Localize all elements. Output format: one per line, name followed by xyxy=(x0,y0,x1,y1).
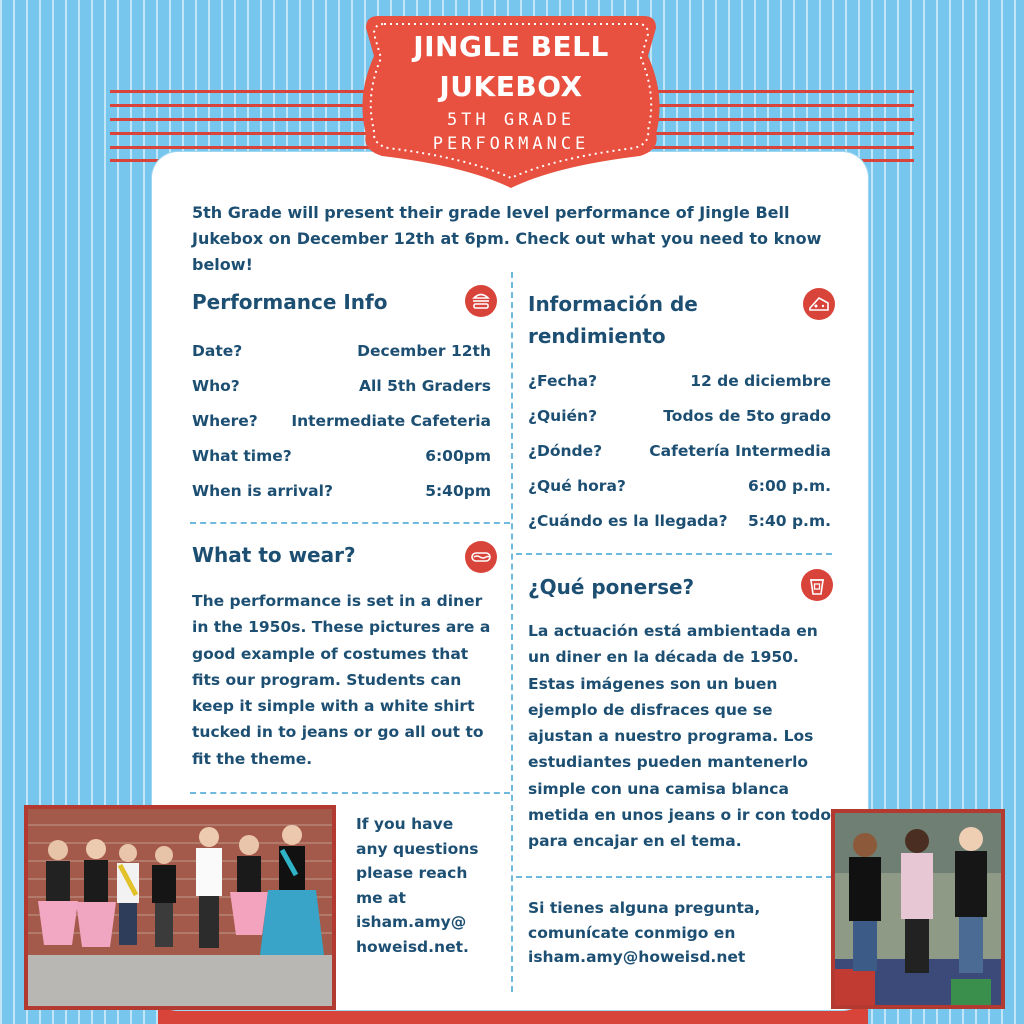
performance-info-row-label: Who? xyxy=(192,377,240,395)
ponerse-line: estudiantes pueden mantenerlo xyxy=(528,753,809,772)
informacion-row-value: Todos de 5to grado xyxy=(663,407,831,425)
ponerse-line: simple con una camisa blanca xyxy=(528,779,789,798)
wear-line: fits our program. Students can xyxy=(192,670,462,689)
ponerse-line: La actuación está ambientada en xyxy=(528,622,818,640)
contact-en-email-line-2: howeisd.net. xyxy=(356,937,469,956)
contact-es-line: comunícate conmigo en xyxy=(528,923,736,942)
contact-en-line: please reach xyxy=(356,864,468,882)
contact-en xyxy=(356,812,479,959)
title-line-1: JINGLE BELL xyxy=(413,30,609,63)
informacion-row-value: 5:40 p.m. xyxy=(748,512,831,530)
wear-line: tucked in to jeans or go all out to xyxy=(192,723,484,742)
subtitle-line-1: 5TH GRADE xyxy=(446,110,576,130)
performance-info-row-value: December 12th xyxy=(357,342,491,360)
ponerse-line: ajustan a nuestro programa. Los xyxy=(528,727,814,746)
what-to-wear-body xyxy=(192,588,502,772)
informacion-row-label: ¿Qué hora? xyxy=(528,477,626,495)
contact-es xyxy=(528,896,760,970)
performance-info-row-value: 5:40pm xyxy=(425,482,491,500)
performance-info-row-value: All 5th Graders xyxy=(359,377,491,395)
intro-paragraph: 5th Grade will present their grade level performance of Jingle Bell Jukebox on December 12th at 6pm. Check out what you need to know below! xyxy=(192,203,822,274)
wear-line: fit the theme. xyxy=(192,749,313,768)
performance-info-row-label: What time? xyxy=(192,447,292,465)
informacion-row-label: ¿Cuándo es la llegada? xyxy=(528,512,728,530)
contact-en-line: me at xyxy=(356,888,406,907)
title-badge xyxy=(356,16,666,186)
ponerse-line: un diner en la década de 1950. xyxy=(528,648,799,667)
title-line-2: JUKEBOX xyxy=(439,70,583,103)
performance-info-row-label: When is arrival? xyxy=(192,482,333,500)
informacion-heading-line-2: rendimiento xyxy=(528,324,666,348)
drink-cup-icon xyxy=(801,569,833,601)
divider-left-1 xyxy=(190,522,510,524)
ponerse-line: para encajar en el tema. xyxy=(528,832,742,851)
informacion-row-label: ¿Quién? xyxy=(528,407,598,425)
hotdog-icon xyxy=(465,541,497,573)
cheese-icon xyxy=(803,288,835,320)
informacion-heading-line-1: Información de xyxy=(528,292,698,316)
contact-es-line: Si tienes alguna pregunta, xyxy=(528,899,761,917)
ponerse-line: metida en unos jeans o ir con todo xyxy=(528,806,832,825)
que-ponerse-heading: ¿Qué ponerse? xyxy=(528,575,695,599)
informacion-row-value: Cafetería Intermedia xyxy=(649,442,831,460)
contact-es-email: isham.amy@howeisd.net xyxy=(528,948,746,966)
wear-line: The performance is set in a diner xyxy=(192,592,483,610)
performance-info-heading: Performance Info xyxy=(192,290,388,314)
contact-en-email-line-1: isham.amy@ xyxy=(356,913,467,931)
divider-right-2 xyxy=(516,876,832,878)
que-ponerse-body xyxy=(528,618,838,855)
sandwich-icon xyxy=(465,285,497,317)
ponerse-line: ejemplo de disfraces que se xyxy=(528,700,773,719)
ponerse-line: Estas imágenes son un buen xyxy=(528,674,778,693)
contact-en-line: If you have xyxy=(356,815,454,833)
performance-info-row-label: Date? xyxy=(192,342,243,360)
performance-info-row-value: 6:00pm xyxy=(425,447,491,465)
wear-line: keep it simple with a white shirt xyxy=(192,697,475,716)
informacion-heading xyxy=(528,288,698,352)
informacion-row-value: 6:00 p.m. xyxy=(748,477,831,495)
performance-info-row-value: Intermediate Cafeteria xyxy=(291,412,491,430)
divider-right-1 xyxy=(516,553,832,555)
contact-en-line: any questions xyxy=(356,839,479,858)
divider-left-2 xyxy=(190,792,510,794)
costume-photo-group xyxy=(24,805,336,1010)
center-divider xyxy=(511,272,513,992)
wear-line: in the 1950s. These pictures are a xyxy=(192,618,491,637)
what-to-wear-heading: What to wear? xyxy=(192,543,356,567)
wear-line: good example of costumes that xyxy=(192,644,469,663)
costume-photo-jackets xyxy=(831,809,1005,1009)
informacion-row-value: 12 de diciembre xyxy=(690,372,831,390)
informacion-row-label: ¿Dónde? xyxy=(528,442,603,460)
informacion-row-label: ¿Fecha? xyxy=(528,372,598,390)
subtitle-line-2: PERFORMANCE xyxy=(432,134,590,154)
performance-info-row-label: Where? xyxy=(192,412,258,430)
